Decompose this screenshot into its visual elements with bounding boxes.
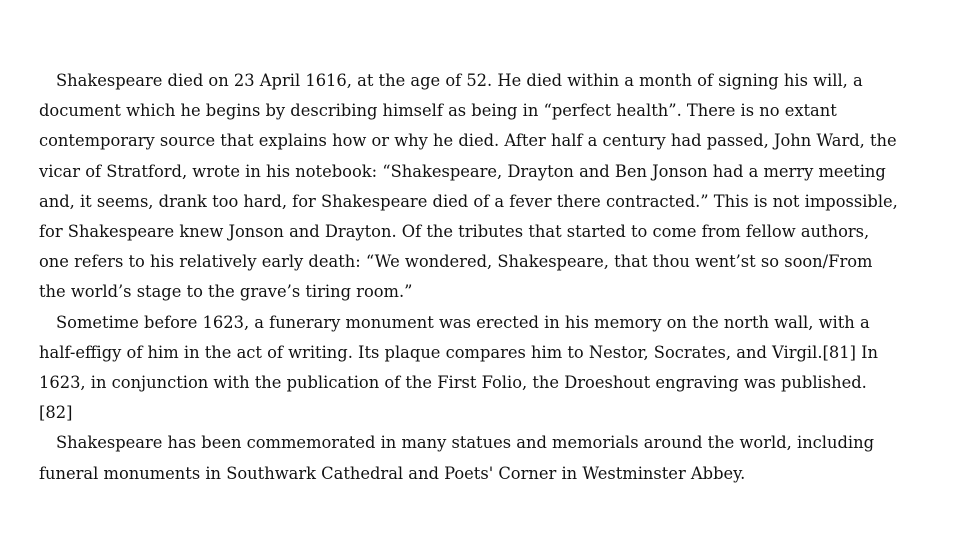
paragraph-death: Shakespeare died on 23 April 1616, at the age of 52. He died within a month of signing his will, a document which he begins by describing himself as being in “perfect health”. There is no extant contemporary source that explains how or why he died. After half a century had passed, John Ward, the vicar of Stratford, wrote in his notebook: “Shakespeare, Drayton and Ben Jonson had a merry meeting and, it seems, drank too hard, for Shakespeare died of a fever there contracted.” This is not impossible, for Shakespeare knew Jonson and Drayton. Of the tributes that started to come from fellow authors, one refers to his relatively early death: “We wondered, Shakespeare, that thou went’st so soon/From the world’s stage to the grave’s tiring room.” bbox=[39, 71, 898, 302]
body-text bbox=[39, 66, 899, 489]
paragraph-memorials: Shakespeare has been commemorated in many statues and memorials around the world, including funeral monuments in Southwark Cathedral and Poets' Corner in Westminster Abbey. bbox=[39, 433, 875, 483]
paragraph-monument: Sometime before 1623, a funerary monument was erected in his memory on the north wall, with a half-effigy of him in the act of writing. Its plaque compares him to Nestor, Socrates, and Virgil.[81] In 1623, in conjunction with the publication of the First Folio, the Droeshout engraving was published.[82] bbox=[39, 312, 879, 423]
